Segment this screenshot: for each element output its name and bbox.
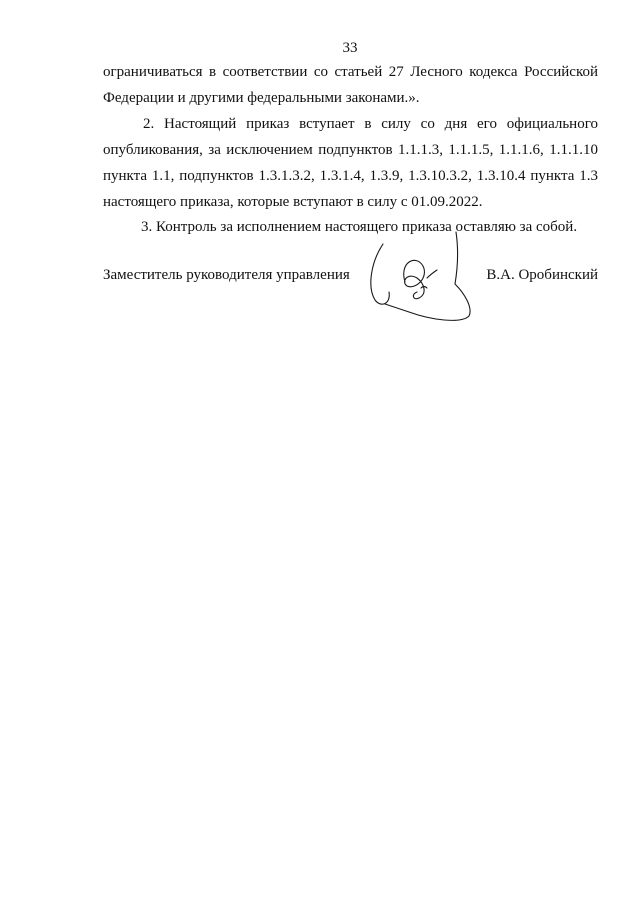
- text-line: Федерации и другими федеральными законами.».: [103, 90, 420, 106]
- text-line: настоящего приказа, которые вступают в силу с 01.09.2022.: [103, 194, 483, 210]
- signer-name: В.А. Оробинский: [486, 267, 598, 283]
- paragraph-continuation: [103, 59, 598, 111]
- text-line: ограничиваться в соответствии со статьей 27 Лесного кодекса Российской: [103, 64, 598, 80]
- handwritten-signature: [361, 232, 481, 327]
- page-number: 33: [342, 40, 358, 56]
- text-line: пункта 1.1, подпунктов 1.3.1.3.2, 1.3.1.4, 1.3.9, 1.3.10.3.2, 1.3.10.4 пункта 1.3: [103, 168, 598, 184]
- text-line: 2. Настоящий приказ вступает в силу со дня его официального: [143, 116, 598, 132]
- signature-block: [103, 262, 598, 332]
- text-line: 3. Контроль за исполнением настоящего приказа оставляю за собой.: [141, 219, 578, 235]
- text-line: опубликования, за исключением подпунктов 1.1.1.3, 1.1.1.5, 1.1.1.6, 1.1.1.10: [103, 142, 598, 158]
- paragraph-control: [103, 214, 598, 240]
- paragraph-effective-date: [103, 111, 598, 215]
- signer-position: Заместитель руководителя управления: [103, 267, 350, 283]
